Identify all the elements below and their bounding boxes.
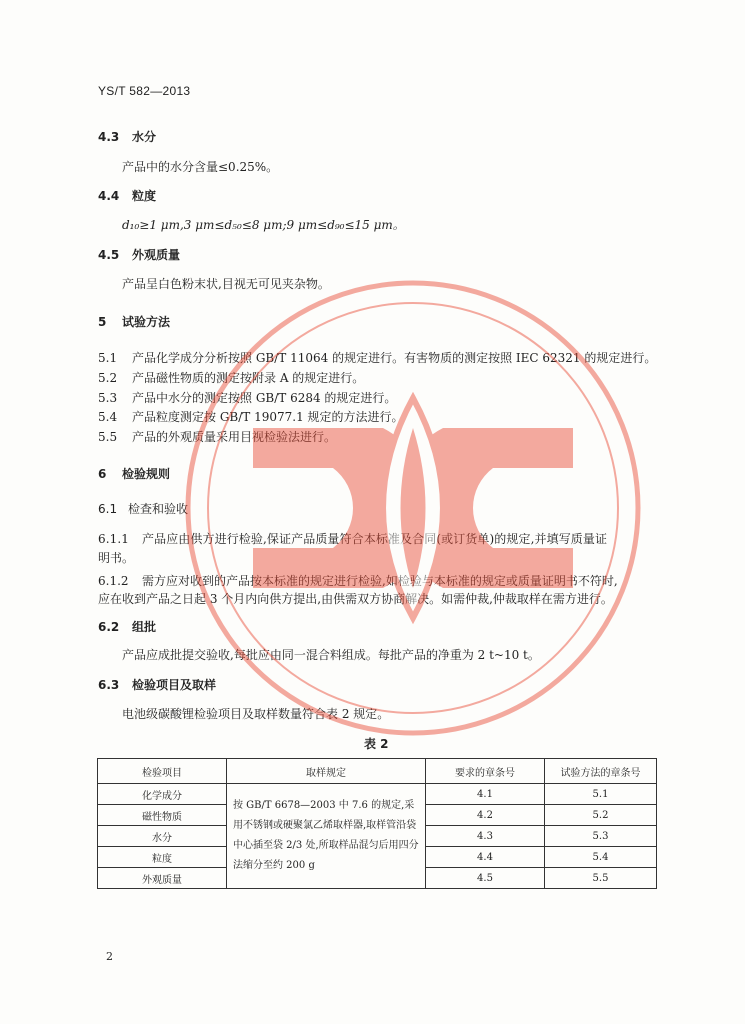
section-4-4-heading [98,187,156,204]
section-5-1 [98,349,656,366]
section-4-3-text: 产品中的水分含量≤0.25%。 [122,160,279,174]
table-header-row [98,759,657,784]
section-number: 4.4 [98,189,120,203]
section-text: 需方应对收到的产品按本标准的规定进行检验,如检验与本标准的规定或质量证明书不符时, [142,574,618,588]
req-cell: 4.4 [426,847,545,868]
section-5-4 [98,408,404,425]
section-number: 5.1 [98,351,118,365]
section-6-1-heading [98,500,188,517]
section-5-2 [98,369,364,386]
section-5-3 [98,389,396,406]
section-6-heading [98,465,170,482]
test-cell: 5.1 [545,784,657,805]
section-number: 4.5 [98,248,120,262]
section-6-1-1-line2: 明书。 [98,551,135,565]
section-title: 试验方法 [122,315,171,329]
section-number: 6.1 [98,502,118,516]
page-number: 2 [106,950,113,963]
section-text: 产品的外观质量采用目视检验法进行。 [132,430,337,444]
column-header: 取样规定 [227,759,426,784]
section-5-heading [98,313,170,330]
section-number: 6.2 [98,620,120,634]
section-6-2-text: 产品应成批提交验收,每批应由同一混合料组成。每批产品的净重为 2 t~10 t。 [122,648,540,662]
section-text: 产品粒度测定按 GB/T 19077.1 规定的方法进行。 [132,410,404,424]
section-number: 5.5 [98,430,118,444]
test-cell: 5.3 [545,826,657,847]
item-cell: 粒度 [98,847,227,868]
section-text: 产品中水分的测定按照 GB/T 6284 的规定进行。 [132,391,397,405]
section-4-3-heading [98,128,156,145]
section-4-4-text: d₁₀≥1 μm,3 μm≤d₅₀≤8 μm;9 μm≤d₉₀≤15 μm。 [122,218,405,232]
section-title: 检验项目及取样 [132,678,217,692]
section-6-2-heading [98,618,156,635]
item-cell: 化学成分 [98,784,227,805]
section-5-5 [98,428,336,445]
section-6-3-text: 电池级碳酸锂检验项目及取样数量符合表 2 规定。 [122,707,390,721]
section-title: 粒度 [132,189,157,203]
req-cell: 4.5 [426,868,545,889]
column-header: 试验方法的章条号 [545,759,657,784]
table-row [98,784,657,805]
test-cell: 5.4 [545,847,657,868]
req-cell: 4.2 [426,805,545,826]
section-text: 产品应由供方进行检验,保证产品质量符合本标准及合同(或订货单)的规定,并填写质量证 [142,532,608,546]
sampling-method-cell: 按 GB/T 6678—2003 中 7.6 的规定,采用不锈钢或硬聚氯乙烯取样器,取样管沿袋中心插至袋 2/3 处,所取样品混匀后用四分法缩分至约 200 g [227,784,426,889]
section-number: 5.4 [98,410,118,424]
section-number: 6 [98,467,107,481]
section-number: 6.1.1 [98,532,130,546]
column-header: 要求的章条号 [426,759,545,784]
section-title: 检验规则 [122,467,171,481]
section-number: 6.1.2 [98,574,129,588]
stamp-watermark-icon [183,278,643,738]
section-6-3-heading [98,676,216,693]
item-cell: 外观质量 [98,868,227,889]
item-cell: 磁性物质 [98,805,227,826]
item-cell: 水分 [98,826,227,847]
req-cell: 4.3 [426,826,545,847]
document-header: YS/T 582—2013 [98,84,191,98]
section-title: 组批 [132,620,157,634]
test-cell: 5.5 [545,868,657,889]
section-text: 产品化学成分分析按照 GB/T 11064 的规定进行。有害物质的测定按照 IEC 62321 的规定进行。 [132,351,657,365]
table-2 [97,758,657,889]
section-6-1-2-line1 [98,572,618,589]
section-text: 产品磁性物质的测定按附录 A 的规定进行。 [132,371,365,385]
column-header: 检验项目 [98,759,227,784]
section-number: 6.3 [98,678,120,692]
table-caption: 表 2 [364,737,389,751]
section-6-1-2-line2: 应在收到产品之日起 3 个月内向供方提出,由供需双方协商解决。如需仲裁,仲裁取样在需方进行。 [98,592,613,606]
section-title: 检查和验收 [128,502,189,516]
section-number: 5 [98,315,107,329]
test-cell: 5.2 [545,805,657,826]
section-6-1-1-line1 [98,530,607,547]
section-4-5-heading [98,246,180,263]
section-number: 5.2 [98,371,118,385]
section-number: 4.3 [98,130,120,144]
section-4-5-text: 产品呈白色粉末状,目视无可见夹杂物。 [122,277,330,291]
section-number: 5.3 [98,391,118,405]
req-cell: 4.1 [426,784,545,805]
section-title: 水分 [132,130,157,144]
section-title: 外观质量 [132,248,181,262]
